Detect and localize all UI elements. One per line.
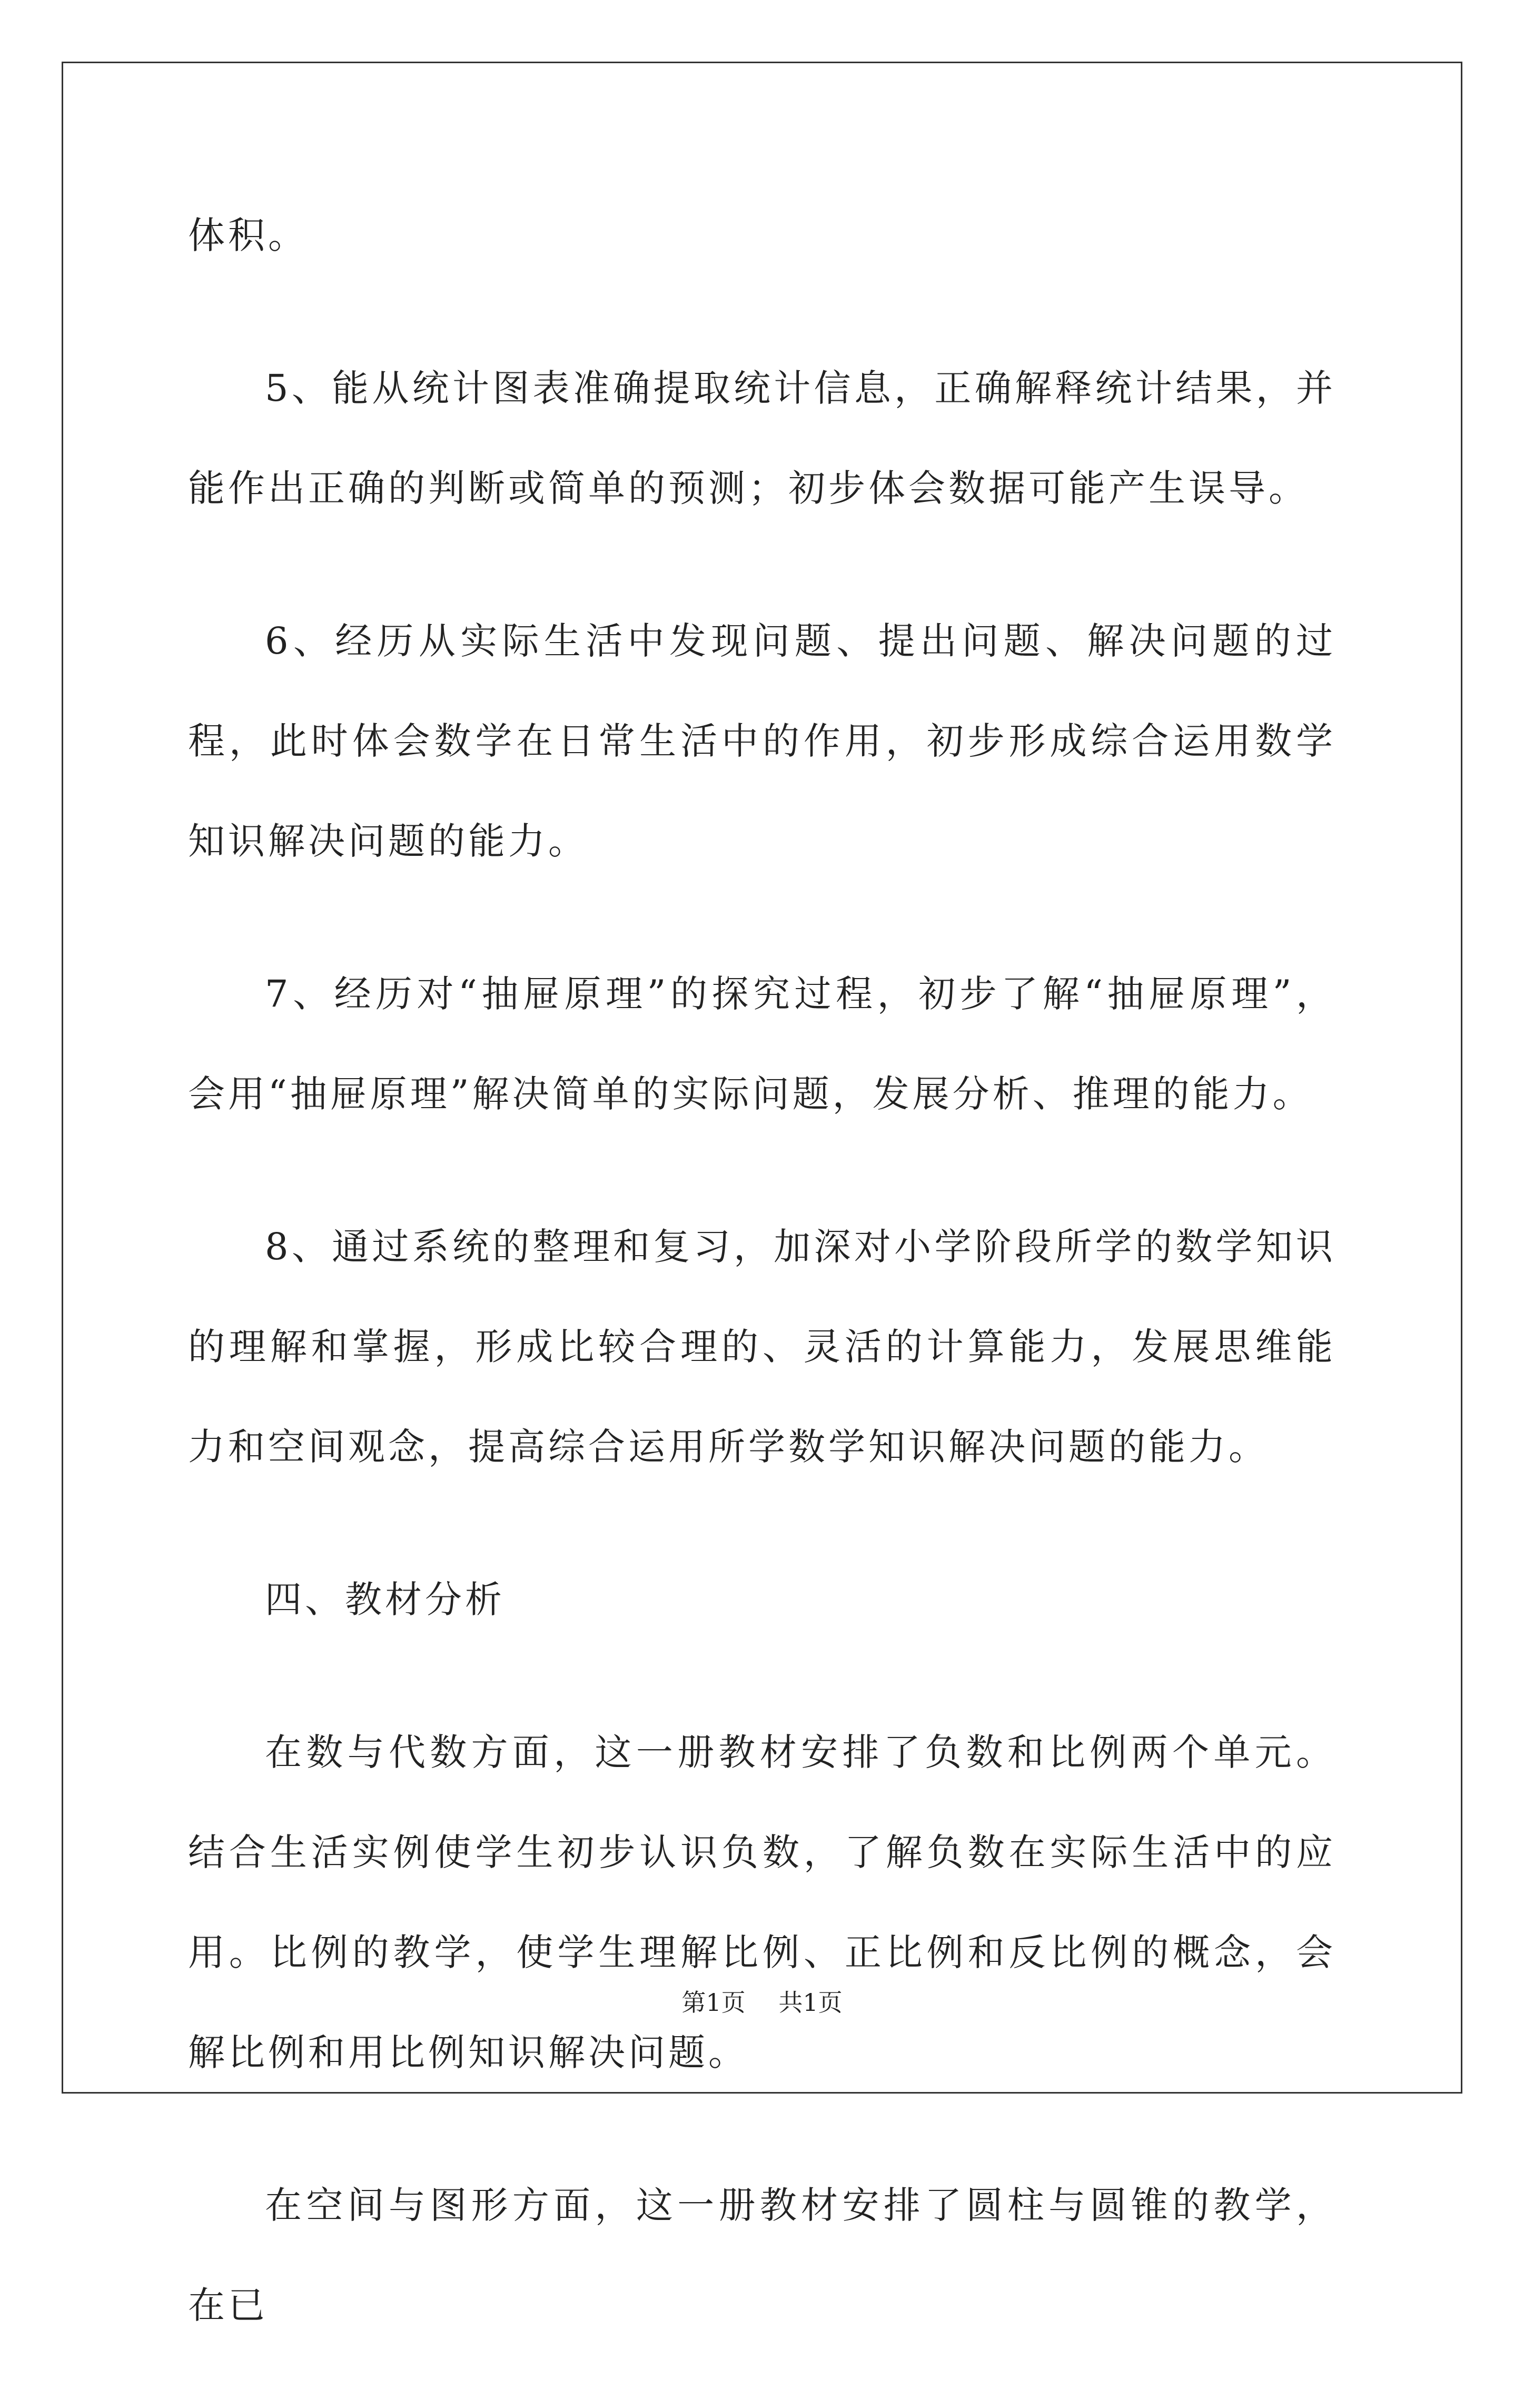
paragraph-continuation: 体积。 xyxy=(188,214,308,257)
section-heading: 四、教材分析 xyxy=(265,1578,505,1621)
paragraph-item-6: 6、经历从实际生活中发现问题、提出问题、解决问题的过程，此时体会数学在日常生活中的作用，初步形成综合运用数学知识解决问题的能力。 xyxy=(188,619,1336,863)
document-body xyxy=(188,185,1336,2408)
page-number: 第1页 xyxy=(681,1988,746,2017)
paragraph-item-5: 5、能从统计图表准确提取统计信息，正确解释统计结果，并能作出正确的判断或简单的预测；初步体会数据可能产生误导。 xyxy=(188,367,1336,510)
paragraph-space-shape: 在空间与图形方面，这一册教材安排了圆柱与圆锥的教学，在已 xyxy=(188,2184,1336,2327)
page-total: 共1页 xyxy=(778,1988,843,2017)
paragraph-item-8: 8、通过系统的整理和复习，加深对小学阶段所学的数学知识的理解和掌握，形成比较合理的、灵活的计算能力，发展思维能力和空间观念，提高综合运用所学数学知识解决问题的能力。 xyxy=(188,1225,1336,1468)
paragraph-number-algebra: 在数与代数方面，这一册教材安排了负数和比例两个单元。结合生活实例使学生初步认识负数，了解负数在实际生活中的应用。比例的教学，使学生理解比例、正比例和反比例的概念，会解比例和用比例知识解决问题。 xyxy=(188,1731,1336,2074)
paragraph-item-7: 7、经历对“抽屉原理”的探究过程，初步了解“抽屉原理”，会用“抽屉原理”解决简单的实际问题，发展分析、推理的能力。 xyxy=(188,972,1336,1116)
page-footer xyxy=(0,1987,1524,2018)
